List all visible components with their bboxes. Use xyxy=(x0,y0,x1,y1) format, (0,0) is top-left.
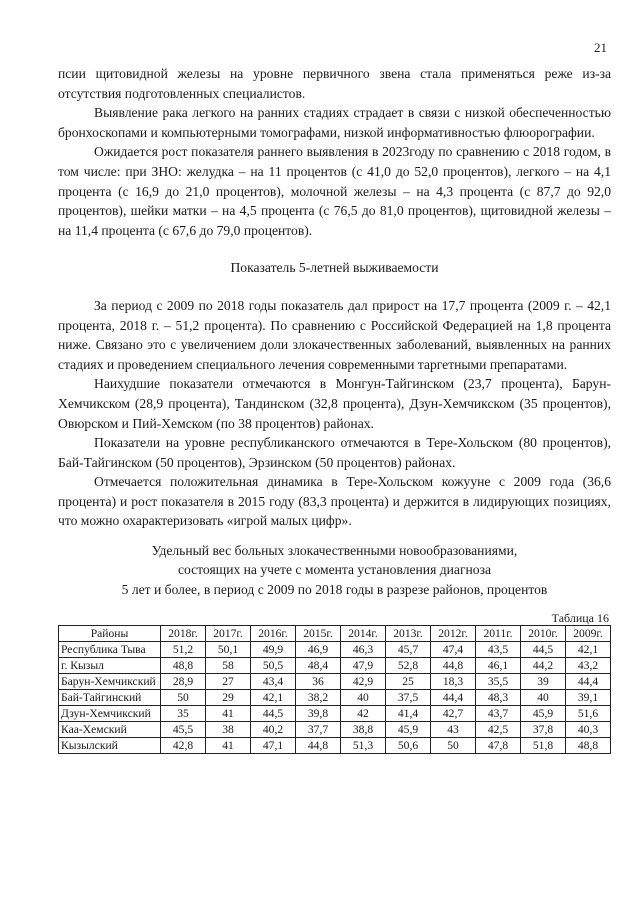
value-cell: 40,3 xyxy=(566,722,611,738)
value-cell: 45,7 xyxy=(386,642,431,658)
table-row xyxy=(59,674,611,690)
value-cell: 50,1 xyxy=(206,642,251,658)
table-row xyxy=(59,722,611,738)
column-header-year: 2009г. xyxy=(566,626,611,642)
value-cell: 41,4 xyxy=(386,706,431,722)
value-cell: 40 xyxy=(341,690,386,706)
value-cell: 48,8 xyxy=(161,658,206,674)
value-cell: 42,7 xyxy=(431,706,476,722)
value-cell: 42,5 xyxy=(476,722,521,738)
value-cell: 41 xyxy=(206,738,251,754)
value-cell: 43,4 xyxy=(251,674,296,690)
value-cell: 40,2 xyxy=(251,722,296,738)
value-cell: 46,1 xyxy=(476,658,521,674)
value-cell: 47,1 xyxy=(251,738,296,754)
value-cell: 51,6 xyxy=(566,706,611,722)
value-cell: 47,8 xyxy=(476,738,521,754)
value-cell: 25 xyxy=(386,674,431,690)
value-cell: 47,4 xyxy=(431,642,476,658)
value-cell: 42,1 xyxy=(251,690,296,706)
value-cell: 45,9 xyxy=(386,722,431,738)
section-heading: Показатель 5-летней выживаемости xyxy=(230,260,439,276)
value-cell: 44,8 xyxy=(296,738,341,754)
table-body xyxy=(59,642,611,754)
value-cell: 42,1 xyxy=(566,642,611,658)
body-paragraph: Ожидается рост показателя раннего выявления в 2023году по сравнению с 2018 годом, в том числе: при ЗНО: желудка – на 11 процентов (с 41,0 до 52,0 процентов), легкого – на 4,1 процента (с 16,9 до 21,0 процентов), молочной железы – на 4,3 процента (с 87,7 до 92,0 процентов), шейки матки – на 4,5 процента (с 76,5 до 81,0 процентов), щитовидной железы – на 11,4 процента (с 67,6 до 79,0 процентов). xyxy=(58,144,611,238)
value-cell: 58 xyxy=(206,658,251,674)
district-name-cell: г. Кызыл xyxy=(59,658,161,674)
value-cell: 50 xyxy=(161,690,206,706)
table-caption xyxy=(58,541,611,599)
value-cell: 36 xyxy=(296,674,341,690)
column-header-year: 2010г. xyxy=(521,626,566,642)
page-number: 21 xyxy=(594,40,607,55)
value-cell: 35 xyxy=(161,706,206,722)
value-cell: 51,2 xyxy=(161,642,206,658)
column-header-year: 2016г. xyxy=(251,626,296,642)
survival-paragraph: За период с 2009 по 2018 годы показатель дал прирост на 17,7 процента (2009 г. – 42,1 процента, 2018 г. – 51,2 процента). По сравнению с Российской Федерацией на 1,8 процента ниже. Связано это с увеличением доли злокачественных заболеваний, выявленных на ранних стадиях и проведением специального лечения современными таргетными препаратами. xyxy=(58,297,611,372)
value-cell: 38,8 xyxy=(341,722,386,738)
table-row xyxy=(59,642,611,658)
value-cell: 39 xyxy=(521,674,566,690)
value-cell: 43,5 xyxy=(476,642,521,658)
value-cell: 27 xyxy=(206,674,251,690)
value-cell: 50 xyxy=(431,738,476,754)
table-row xyxy=(59,706,611,722)
value-cell: 44,4 xyxy=(566,674,611,690)
value-cell: 44,5 xyxy=(251,706,296,722)
value-cell: 45,5 xyxy=(161,722,206,738)
value-cell: 49,9 xyxy=(251,642,296,658)
survival-paragraph: Отмечается положительная динамика в Тере-Хольском кожууне с 2009 года (36,6 процента) и рост показателя в 2015 году (83,3 процента) и держится в лидирующих позициях, что можно охарактеризовать «игрой малых цифр». xyxy=(58,474,611,529)
value-cell: 51,3 xyxy=(341,738,386,754)
value-cell: 48,8 xyxy=(566,738,611,754)
survival-paragraph: Наихудшие показатели отмечаются в Монгун-Тайгинском (23,7 процента), Барун-Хемчикском (28,9 процента), Тандинском (32,8 процента), Дзун-Хемчикском (35 процентов), Овюрском и Пий-Хемском (по 38 процентов) районах. xyxy=(58,376,611,431)
value-cell: 40 xyxy=(521,690,566,706)
column-header-year: 2014г. xyxy=(341,626,386,642)
value-cell: 44,8 xyxy=(431,658,476,674)
paragraph-group-2 xyxy=(58,296,611,531)
column-header-year: 2018г. xyxy=(161,626,206,642)
district-name-cell: Дзун-Хемчикский xyxy=(59,706,161,722)
value-cell: 43 xyxy=(431,722,476,738)
district-name-cell: Бай-Тайгинский xyxy=(59,690,161,706)
value-cell: 46,3 xyxy=(341,642,386,658)
value-cell: 35,5 xyxy=(476,674,521,690)
value-cell: 39,8 xyxy=(296,706,341,722)
value-cell: 38 xyxy=(206,722,251,738)
body-paragraph: Выявление рака легкого на ранних стадиях страдает в связи с низкой обеспеченностью бронхоскопами и компьютерными томографами, низкой информативностью флюорографии. xyxy=(58,105,611,140)
value-cell: 43,2 xyxy=(566,658,611,674)
paragraph-group-1 xyxy=(58,64,611,240)
table-label: Таблица 16 xyxy=(551,611,609,626)
survival-paragraph: Показатели на уровне республиканского отмечаются в Тере-Хольском (80 процентов), Бай-Тайгинском (50 процентов), Эрзинском (50 процентов) районах. xyxy=(58,435,611,470)
column-header-year: 2015г. xyxy=(296,626,341,642)
value-cell: 39,1 xyxy=(566,690,611,706)
value-cell: 50,5 xyxy=(251,658,296,674)
value-cell: 48,4 xyxy=(296,658,341,674)
column-header-year: 2013г. xyxy=(386,626,431,642)
value-cell: 44,2 xyxy=(521,658,566,674)
value-cell: 37,8 xyxy=(521,722,566,738)
value-cell: 46,9 xyxy=(296,642,341,658)
district-name-cell: Барун-Хемчикский xyxy=(59,674,161,690)
column-header-year: 2011г. xyxy=(476,626,521,642)
value-cell: 43,7 xyxy=(476,706,521,722)
district-name-cell: Каа-Хемский xyxy=(59,722,161,738)
value-cell: 18,3 xyxy=(431,674,476,690)
value-cell: 48,3 xyxy=(476,690,521,706)
document-body xyxy=(58,64,611,754)
value-cell: 50,6 xyxy=(386,738,431,754)
table-row xyxy=(59,658,611,674)
value-cell: 28,9 xyxy=(161,674,206,690)
body-paragraph: псии щитовидной железы на уровне первичного звена стала применяться реже из-за отсутствия подготовленных специалистов. xyxy=(58,66,611,101)
value-cell: 47,9 xyxy=(341,658,386,674)
value-cell: 42,8 xyxy=(161,738,206,754)
district-name-cell: Республика Тыва xyxy=(59,642,161,658)
value-cell: 44,5 xyxy=(521,642,566,658)
column-header-district: Районы xyxy=(59,626,161,642)
value-cell: 44,4 xyxy=(431,690,476,706)
value-cell: 38,2 xyxy=(296,690,341,706)
value-cell: 45,9 xyxy=(521,706,566,722)
table-row xyxy=(59,738,611,754)
value-cell: 37,5 xyxy=(386,690,431,706)
value-cell: 42,9 xyxy=(341,674,386,690)
value-cell: 41 xyxy=(206,706,251,722)
value-cell: 29 xyxy=(206,690,251,706)
column-header-year: 2017г. xyxy=(206,626,251,642)
survival-table xyxy=(58,625,611,754)
caption-line-1: Удельный вес больных злокачественными новообразованиями, xyxy=(151,543,518,559)
caption-line-2: состоящих на учете с момента установления диагноза xyxy=(177,562,492,578)
table-header-row xyxy=(59,626,611,642)
value-cell: 52,8 xyxy=(386,658,431,674)
value-cell: 51,8 xyxy=(521,738,566,754)
table-row xyxy=(59,690,611,706)
value-cell: 42 xyxy=(341,706,386,722)
value-cell: 37,7 xyxy=(296,722,341,738)
column-header-year: 2012г. xyxy=(431,626,476,642)
district-name-cell: Кызылский xyxy=(59,738,161,754)
caption-line-3: 5 лет и более, в период с 2009 по 2018 годы в разрезе районов, процентов xyxy=(121,581,548,597)
